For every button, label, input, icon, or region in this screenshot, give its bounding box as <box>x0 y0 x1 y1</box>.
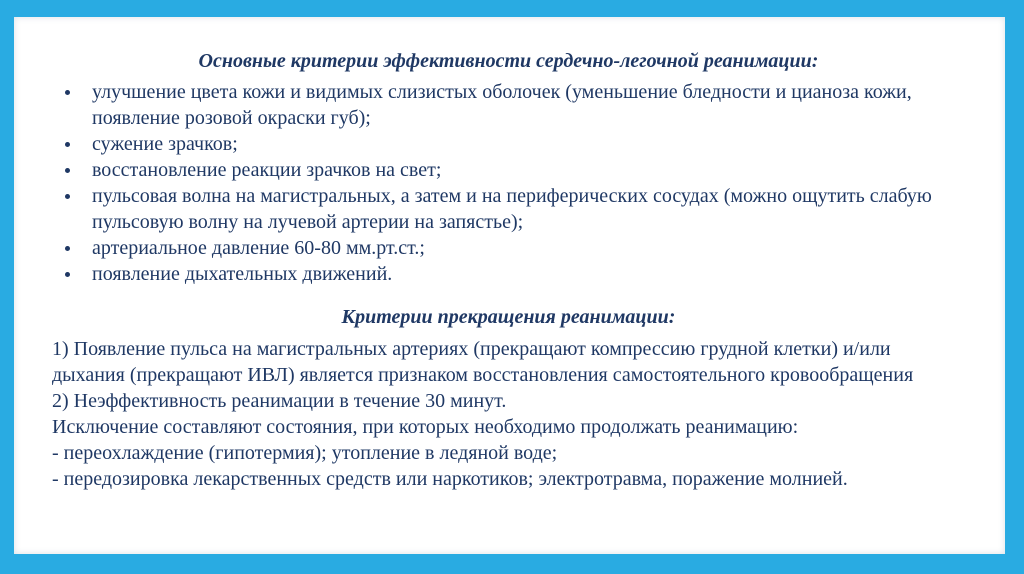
section2-title: Критерии прекращения реанимации: <box>341 306 676 328</box>
list-item: улучшение цвета кожи и видимых слизистых оболочек (уменьшение бледности и цианоза кожи, появление розовой окраски губ); <box>52 79 965 131</box>
paragraph: Исключение составляют состояния, при которых необходимо продолжать реанимацию: <box>52 416 799 438</box>
effectiveness-criteria-list <box>52 79 965 287</box>
list-item: пульсовая волна на магистральных, а затем и на периферических сосудах (можно ощутить слабую пульсовую волну на лучевой артерии на запястье); <box>52 183 965 235</box>
list-item: появление дыхательных движений. <box>52 261 965 287</box>
paragraph: - передозировка лекарственных средств или наркотиков; электротравма, поражение молнией. <box>52 468 848 490</box>
paragraph: 1) Появление пульса на магистральных артериях (прекращают компрессию грудной клетки) и/или дыхания (прекращают ИВЛ) является признаком восстановления самостоятельного кровообращения <box>52 338 914 386</box>
section1-title: Основные критерии эффективности сердечно-легочной реанимации: <box>198 50 819 72</box>
list-item: сужение зрачков; <box>52 131 965 157</box>
list-item: артериальное давление 60-80 мм.рт.ст.; <box>52 235 965 261</box>
paragraph: - переохлаждение (гипотермия); утопление в ледяной воде; <box>52 442 558 464</box>
paragraph: 2) Неэффективность реанимации в течение 30 минут. <box>52 390 507 412</box>
list-item: восстановление реакции зрачков на свет; <box>52 157 965 183</box>
slide-content-area <box>14 17 1005 554</box>
termination-criteria-paragraphs <box>52 336 965 492</box>
